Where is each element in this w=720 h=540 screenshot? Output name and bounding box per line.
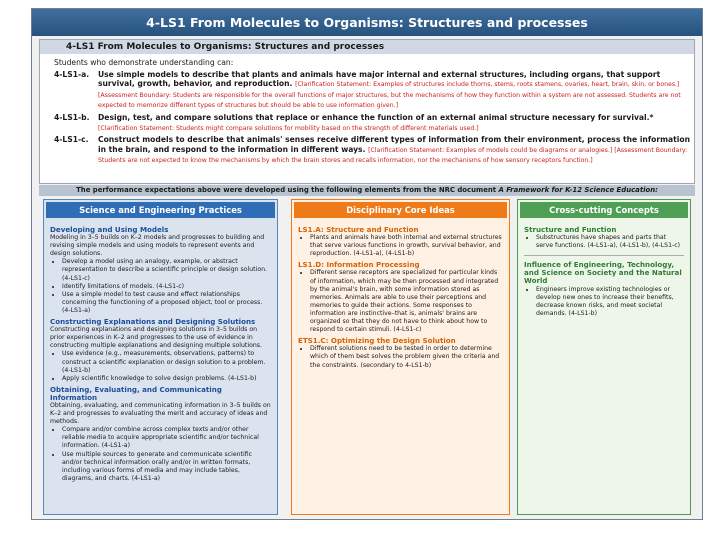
- bullet-list: [50, 426, 271, 483]
- pe-note: [Clarification Statement: Students might compare solutions for mobility based on the strength of different materials used.]: [98, 124, 479, 132]
- pe-intro: Students who demonstrate understanding can:: [54, 58, 234, 67]
- bullet-list: [50, 350, 271, 382]
- section-title: Structure and Function: [524, 225, 617, 234]
- bullet-list: [524, 234, 684, 250]
- list-item: • Use multiple sources to generate and communicate scientific and/or technical information orally and/or in written formats, including various forms of media and may include tables, diagrams, and charts. (4-LS1-a): [62, 451, 271, 483]
- pe-code: 4-LS1-a.: [54, 69, 90, 79]
- bullet-list: [524, 286, 684, 318]
- section-title: Constructing Explanations and Designing Solutions: [50, 317, 256, 327]
- list-item: • Different sense receptors are specialized for particular kinds of information, which may be then processed and integrated by the animal's brain, with some information stored as memories. Animals are able to use their perceptions and memories to guide their actions. Some responses to information are instinctive–that is, animals' brains are organized so that they do not have to think about how to respond to certain stimuli. (4-LS1-c): [310, 269, 503, 334]
- bullet-list: [50, 258, 271, 315]
- section-title: ETS1.C: Optimizing the Design Solution: [298, 336, 456, 346]
- dci-column: [291, 199, 510, 515]
- standards-page: [31, 8, 703, 520]
- list-item: • Substructures have shapes and parts that serve functions. (4-LS1-a), (4-LS1-b), (4-LS1-c): [536, 234, 684, 250]
- performance-expectations-box: [39, 39, 695, 184]
- list-item: • Compare and/or combine across complex texts and/or other reliable media to acquire appropriate scientific and/or technical information. (4-LS1-a): [62, 426, 271, 450]
- list-item: • Engineers improve existing technologies or develop new ones to increase their benefits, decrease known risks, and meet societal demands. (4-LS1-b): [536, 286, 684, 318]
- list-item: • Use a simple model to test cause and effect relationships concerning the functioning of a proposed object, tool or process. (4-LS1-a): [62, 291, 271, 315]
- list-item: • Plants and animals have both internal and external structures that serve various functions in growth, survival behavior, and reproduction. (4-LS1-a), (4-LS1-b): [310, 234, 503, 258]
- pe-text: Design, test, and compare solutions that replace or enhance the function of an external animal structure necessary for survival.*: [98, 112, 654, 122]
- cc-column: [517, 199, 691, 515]
- section-description: Obtaining, evaluating, and communicating information in 3–5 builds on K–2 and progresses to evaluating the merit and accuracy of ideas and methods.: [50, 401, 271, 426]
- dci-header: Disciplinary Core Ideas: [294, 202, 507, 218]
- nrc-note-bar: [39, 185, 695, 196]
- bullet-list: [298, 234, 503, 258]
- section-title: Developing and Using Models: [50, 225, 169, 234]
- sep-column: [43, 199, 278, 515]
- section-title: LS1.A: Structure and Function: [298, 225, 419, 234]
- divider: [524, 255, 684, 256]
- list-item: • Identify limitations of models. (4-LS1-c): [62, 283, 271, 291]
- pe-text: Construct models to describe that animals' senses receive different types of information from their environment, process the information in the brain, and respond to the information in different ways.: [98, 135, 690, 154]
- list-item: • Develop a model using an analogy, example, or abstract representation to describe a scientific principle or design solution. (4-LS1-c): [62, 258, 271, 282]
- pe-code: 4-LS1-b.: [54, 112, 90, 122]
- pe-item: [54, 70, 690, 111]
- page-title: 4-LS1 From Molecules to Organisms: Structures and processes: [32, 9, 702, 36]
- pe-note: [Clarification Statement: Examples of structures include thorns, stems, roots stamens, ovaries, heart, brain, skin, or bones.] [Assessment Boundary: Students are responsible for the overall functions of major structures, but the mechanisms of how they function within a system are not assessed. Students are not expected to memorize different types of structures but should be able to use information given.]: [98, 81, 681, 110]
- pe-item: [54, 135, 690, 166]
- pe-item: [54, 113, 690, 133]
- section-title: Influence of Engineering, Technology, and Science on Society and the Natural World: [524, 260, 682, 286]
- pe-body: [54, 58, 690, 168]
- section-title: Obtaining, Evaluating, and Communicating Information: [50, 384, 222, 402]
- list-item: • Different solutions need to be tested in order to determine which of them best solves the problem given the criteria and the constraints. (secondary to 4-LS1-b): [310, 345, 503, 369]
- cc-header: Cross-cutting Concepts: [520, 202, 688, 218]
- pe-note: [Clarification Statement: Examples of models could be diagrams or analogies.] [Assessment Boundary: Students are not expected to know the mechanisms by which the brain stores and recalls information, nor the mechanisms of how sensory receptors function.]: [98, 146, 688, 165]
- section-description: Modeling in 3–5 builds on K–2 models and progresses to building and revising simple models and using models to represent events and design solutions.: [50, 234, 265, 258]
- section-title: LS1.D: Information Processing: [298, 260, 420, 270]
- list-item: • Use evidence (e.g., measurements, observations, patterns) to construct a scientific explanation or design solution to a problem. (4-LS1-b): [62, 350, 271, 374]
- sep-header: Science and Engineering Practices: [46, 202, 275, 218]
- bullet-list: [298, 269, 503, 334]
- list-item: • Apply scientific knowledge to solve design problems. (4-LS1-b): [62, 375, 271, 383]
- pe-code: 4-LS1-c.: [54, 135, 89, 145]
- nrc-note: The performance expectations above were developed using the following elements from the NRC document: [76, 186, 497, 194]
- pe-text: Use simple models to describe that plants and animals have major internal and external structures, including organs, that support survival, growth, behavior, and reproduction.: [98, 69, 661, 89]
- section-description: Constructing explanations and designing solutions in 3–5 builds on prior experiences in K–2 and progresses to the use of evidence in constructing multiple explanations and designing multiple solutions.: [50, 326, 262, 350]
- bullet-list: [298, 345, 503, 369]
- nrc-document-title: A Framework for K-12 Science Education:: [498, 186, 658, 194]
- pe-header: 4-LS1 From Molecules to Organisms: Structures and processes: [40, 40, 694, 54]
